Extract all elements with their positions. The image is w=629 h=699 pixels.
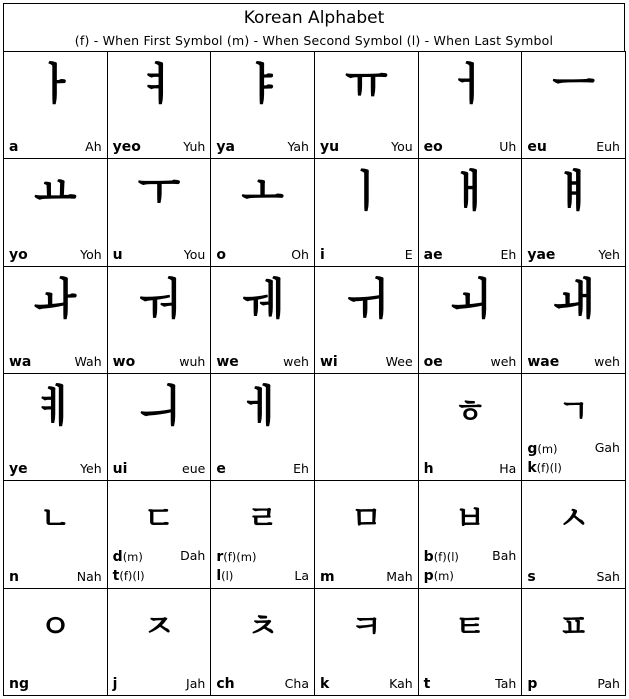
position-tag: (f)(l) <box>433 549 459 564</box>
hangul-glyph: ㅗ <box>241 166 284 218</box>
romanization: eo <box>423 139 443 156</box>
romanization: s <box>527 568 536 585</box>
hangul-glyph: ㅓ <box>448 59 492 110</box>
romanization: wae <box>527 354 560 370</box>
romanization-letter: l <box>216 567 222 584</box>
romanization: u <box>112 246 123 263</box>
hangul-glyph: ㅜ <box>137 166 181 218</box>
romanization: wi <box>319 354 338 370</box>
romanization: ng <box>9 676 29 692</box>
letter-cell <box>522 374 626 481</box>
hangul-glyph: ㅛ <box>34 166 77 218</box>
pronunciation: You <box>391 139 413 155</box>
letter-cell <box>522 481 626 588</box>
letter-cell <box>108 159 212 266</box>
romanization: a <box>9 139 19 156</box>
pronunciation: Kah <box>389 676 413 691</box>
romanization-letter: g <box>527 441 538 458</box>
hangul-glyph: ㄴ <box>39 499 71 538</box>
hangul-glyph: ㅖ <box>34 381 77 432</box>
letter-cell <box>211 267 315 374</box>
hangul-glyph: ㅒ <box>552 166 595 218</box>
letter-cell <box>211 374 315 481</box>
letter-cell <box>522 159 626 266</box>
romanization-letter: p <box>423 567 434 584</box>
pronunciation: Eh <box>293 461 309 477</box>
hangul-glyph: ㄱ <box>558 392 590 430</box>
hangul-glyph: ㅈ <box>143 606 175 645</box>
letter-cell <box>108 52 212 159</box>
hangul-glyph: ㅋ <box>350 606 382 645</box>
letter-cell <box>522 589 626 696</box>
pronunciation: Yah <box>287 139 309 155</box>
letter-cell <box>315 589 419 696</box>
pronunciation: Yoh <box>80 246 102 262</box>
pronunciation: Eh <box>500 246 517 262</box>
romanization: k <box>319 676 330 692</box>
letter-cell <box>4 374 108 481</box>
hangul-glyph: ㅅ <box>558 499 590 538</box>
romanization-variant <box>527 441 557 457</box>
hangul-glyph: ㅎ <box>454 392 486 430</box>
letter-cell <box>4 589 108 696</box>
pronunciation: weh <box>594 354 620 369</box>
romanization: m <box>319 568 335 585</box>
hangul-glyph: ㅞ <box>241 273 284 325</box>
romanization-letter: r <box>216 548 224 565</box>
hangul-glyph: ㅑ <box>241 59 284 110</box>
romanization: t <box>423 676 431 692</box>
romanization: wo <box>112 354 136 370</box>
romanization: yeo <box>112 139 141 156</box>
letter-cell <box>211 159 315 266</box>
position-tag: (f)(l) <box>536 461 562 476</box>
letter-cell <box>419 374 523 481</box>
pronunciation: Ha <box>499 461 517 477</box>
romanization-variant <box>113 568 145 584</box>
letter-cell <box>315 374 419 481</box>
pronunciation: eue <box>182 461 206 477</box>
hangul-glyph: ㅇ <box>39 606 71 645</box>
romanization-variant <box>424 568 454 584</box>
letter-cell <box>4 481 108 588</box>
hangul-glyph: ㄷ <box>143 499 175 538</box>
hangul-glyph: ㅊ <box>247 606 279 645</box>
hangul-glyph: ㅡ <box>552 59 595 110</box>
letter-cell <box>315 481 419 588</box>
letter-cell <box>108 589 212 696</box>
pronunciation: Uh <box>499 139 517 155</box>
romanization: n <box>9 568 19 585</box>
letter-cell <box>315 52 419 159</box>
hangul-glyph: ㅏ <box>34 59 77 110</box>
romanization-variant <box>216 549 256 565</box>
pronunciation: Yeh <box>80 461 102 477</box>
letter-cell <box>522 52 626 159</box>
romanization-variant <box>216 568 233 584</box>
letter-cell <box>419 52 523 159</box>
pronunciation: Pah <box>597 676 620 691</box>
position-tag: (f)(l) <box>119 568 145 583</box>
pronunciation: Bah <box>492 547 517 563</box>
romanization: eu <box>527 139 547 156</box>
hangul-glyph: ㅌ <box>454 606 486 645</box>
romanization: we <box>216 354 239 370</box>
pronunciation: Jah <box>186 676 206 691</box>
hangul-glyph: ㅟ <box>345 273 388 325</box>
letter-cell <box>419 267 523 374</box>
position-tag: (l) <box>221 568 234 583</box>
romanization: yae <box>527 246 556 263</box>
pronunciation: wuh <box>179 354 206 369</box>
pronunciation: You <box>183 246 206 262</box>
romanization-letter: k <box>527 460 537 477</box>
letter-cell <box>315 267 419 374</box>
letter-cell <box>419 159 523 266</box>
pronunciation: Euh <box>596 139 620 155</box>
romanization: h <box>423 461 434 478</box>
pronunciation: Mah <box>386 568 413 584</box>
legend-subtitle: (f) - When First Symbol (m) - When Second Symbol (l) - When Last Symbol <box>74 33 554 48</box>
letter-cell <box>108 374 212 481</box>
pronunciation: Wee <box>385 354 413 369</box>
letter-cell <box>419 589 523 696</box>
romanization: ya <box>216 139 235 156</box>
pronunciation: Oh <box>291 246 309 262</box>
romanization: ye <box>9 461 28 478</box>
pronunciation: Yuh <box>183 139 206 155</box>
romanization: i <box>319 246 325 263</box>
romanization: yu <box>319 139 340 156</box>
hangul-glyph: ㅁ <box>350 499 382 538</box>
romanization: j <box>112 676 118 692</box>
romanization-letter: b <box>423 548 434 565</box>
hangul-glyph: ㅘ <box>34 273 77 325</box>
romanization: ae <box>423 246 443 263</box>
romanization-variant <box>113 549 143 565</box>
romanization: yo <box>9 246 28 263</box>
romanization: ch <box>216 676 235 692</box>
page-title: Korean Alphabet <box>243 8 385 28</box>
letter-cell <box>4 267 108 374</box>
position-tag: (m) <box>433 568 454 583</box>
romanization: p <box>527 676 538 692</box>
romanization: ui <box>112 461 128 478</box>
romanization: wa <box>9 354 32 370</box>
hangul-glyph: ㅍ <box>558 606 590 645</box>
pronunciation: Cha <box>284 676 309 691</box>
hangul-glyph: ㅢ <box>137 381 181 432</box>
letter-cell <box>211 589 315 696</box>
hangul-glyph: ㅠ <box>345 59 388 110</box>
hangul-glyph: ㅔ <box>241 381 284 432</box>
hangul-glyph: ㅣ <box>345 166 388 218</box>
pronunciation: weh <box>490 354 517 369</box>
pronunciation: Wah <box>74 354 102 369</box>
romanization-variant <box>424 549 459 565</box>
romanization-letter: t <box>112 567 120 584</box>
pronunciation: Yeh <box>598 246 620 262</box>
letter-cell <box>108 267 212 374</box>
pronunciation: Sah <box>596 568 620 584</box>
hangul-glyph: ㅕ <box>137 59 181 110</box>
letter-cell <box>522 267 626 374</box>
pronunciation: weh <box>283 354 309 369</box>
romanization: oe <box>423 354 443 370</box>
romanization-variant <box>527 460 562 476</box>
position-tag: (m) <box>537 442 558 457</box>
hangul-glyph: ㅂ <box>454 499 486 538</box>
pronunciation: Ah <box>85 139 102 155</box>
hangul-glyph: ㅙ <box>552 273 595 325</box>
romanization-letter: d <box>112 548 123 565</box>
hangul-glyph: ㅐ <box>448 166 492 218</box>
header <box>3 3 625 51</box>
letter-cell <box>211 481 315 588</box>
letter-cell <box>4 159 108 266</box>
pronunciation: La <box>294 567 309 583</box>
hangul-glyph: ㅚ <box>448 273 492 325</box>
pronunciation: E <box>404 246 413 262</box>
letter-cell <box>315 159 419 266</box>
letter-cell <box>4 52 108 159</box>
romanization: o <box>216 246 226 263</box>
pronunciation: Nah <box>76 568 102 584</box>
romanization: e <box>216 461 226 478</box>
letter-cell <box>211 52 315 159</box>
letter-cell <box>419 481 523 588</box>
pronunciation: Tah <box>495 676 517 691</box>
letter-cell <box>108 481 212 588</box>
pronunciation: Gah <box>594 440 620 456</box>
alphabet-grid <box>3 51 626 696</box>
position-tag: (m) <box>122 549 143 564</box>
hangul-glyph: ㄹ <box>247 499 279 538</box>
pronunciation: Dah <box>180 547 206 563</box>
position-tag: (f)(m) <box>223 549 257 564</box>
hangul-glyph: ㅝ <box>137 273 181 325</box>
